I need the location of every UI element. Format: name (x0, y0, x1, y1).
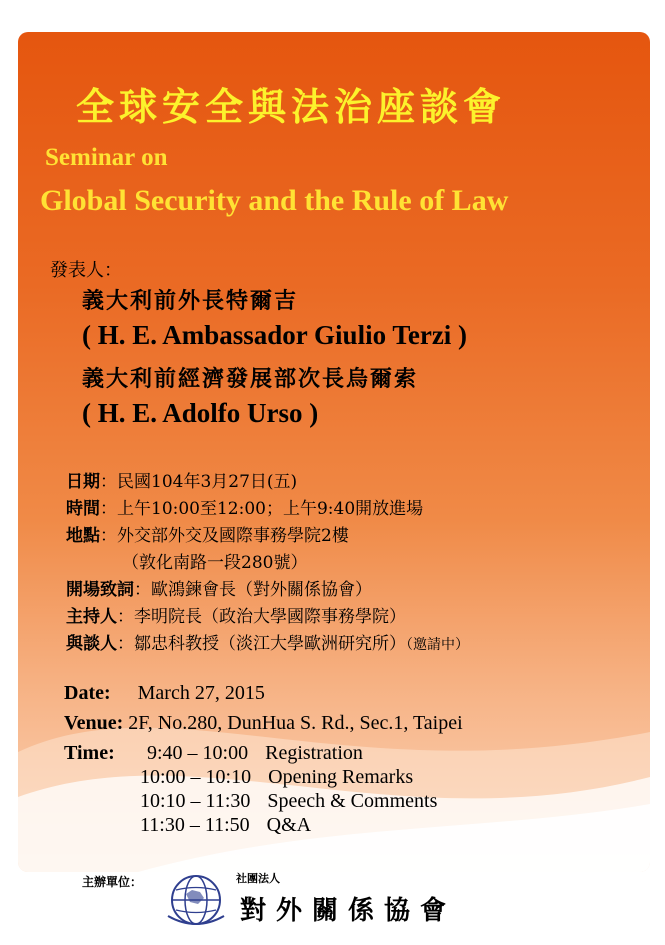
speaker-1-chinese: 義大利前外長特爾吉 (82, 288, 299, 314)
detail-label: 時間 (66, 499, 100, 519)
title-chinese: 全球安全與法治座談會 (76, 85, 507, 129)
schedule-row (147, 742, 363, 765)
detail-value: （敦化南路一段280號） (122, 553, 308, 573)
detail-label: 日期 (66, 472, 100, 492)
organizer-subtitle: 社團法人 (236, 872, 280, 885)
invitation-pending-note: （邀請中） (406, 637, 469, 653)
schedule-time: 10:00 – 10:10 (140, 766, 252, 788)
schedule-item: Speech & Comments (267, 790, 438, 812)
organizer-name: 對外關係協會 (240, 896, 457, 926)
venue-row-en (64, 712, 463, 735)
detail-value: 歐鴻鍊會長（對外關係協會） (151, 580, 372, 600)
schedule-time: 9:40 – 10:00 (147, 742, 249, 764)
detail-label: 地點 (66, 526, 100, 546)
detail-label: 與談人 (66, 634, 117, 654)
detail-row-moderator-zh: 主持人：李明院長（政治大學國際事務學院） (66, 607, 406, 627)
presenters-label: 發表人： (50, 260, 122, 281)
time-label-row (64, 742, 115, 765)
schedule-item: Registration (265, 742, 363, 764)
schedule-item: Q&A (266, 814, 312, 836)
detail-label: 開場致詞 (66, 580, 134, 600)
speaker-2-chinese: 義大利前經濟發展部次長烏爾索 (82, 366, 419, 392)
speaker-1-english: ( H. E. Ambassador Giulio Terzi ) (82, 320, 468, 350)
detail-value: 李明院長（政治大學國際事務學院） (134, 607, 406, 627)
organizer-label: 主辦單位： (82, 875, 143, 889)
schedule-time: 11:30 – 11:50 (140, 814, 250, 836)
venue-value: 2F, No.280, DunHua S. Rd., Sec.1, Taipei (128, 712, 463, 734)
detail-label: 主持人 (66, 607, 117, 627)
detail-value: 民國104年3月27日(五) (117, 472, 298, 492)
seminar-heading-line2: Global Security and the Rule of Law (40, 184, 509, 217)
detail-row-opening-zh: 開場致詞：歐鴻鍊會長（對外關係協會） (66, 580, 372, 600)
detail-row-discussant-zh: 與談人：鄒忠科教授（淡江大學歐洲研究所）（邀請中） (66, 634, 469, 654)
detail-row-date-zh: 日期：民國104年3月27日(五) (66, 472, 298, 492)
schedule-time: 10:10 – 11:30 (140, 790, 251, 812)
schedule-row (140, 766, 413, 789)
schedule-item: Opening Remarks (268, 766, 414, 788)
detail-value: 外交部外交及國際事務學院2樓 (117, 526, 349, 546)
time-label: Time: (64, 742, 115, 764)
schedule-row (140, 814, 311, 837)
date-label: Date: (64, 682, 111, 704)
schedule-row (140, 790, 437, 813)
detail-value: 上午10:00至12:00；上午9:40開放進場 (117, 499, 424, 519)
detail-row-address-zh (122, 548, 307, 573)
globe-logo-icon (162, 868, 230, 932)
seminar-heading-line1: Seminar on (45, 144, 168, 171)
date-value: March 27, 2015 (137, 682, 265, 704)
venue-label: Venue: (64, 712, 124, 734)
detail-row-time-zh: 時間：上午10:00至12:00；上午9:40開放進場 (66, 499, 424, 519)
detail-value: 鄒忠科教授（淡江大學歐洲研究所） (134, 634, 406, 654)
date-row-en (64, 682, 265, 705)
speaker-2-english: ( H. E. Adolfo Urso ) (82, 398, 319, 428)
poster-banner (18, 32, 650, 872)
detail-row-venue-zh: 地點：外交部外交及國際事務學院2樓 (66, 526, 349, 546)
